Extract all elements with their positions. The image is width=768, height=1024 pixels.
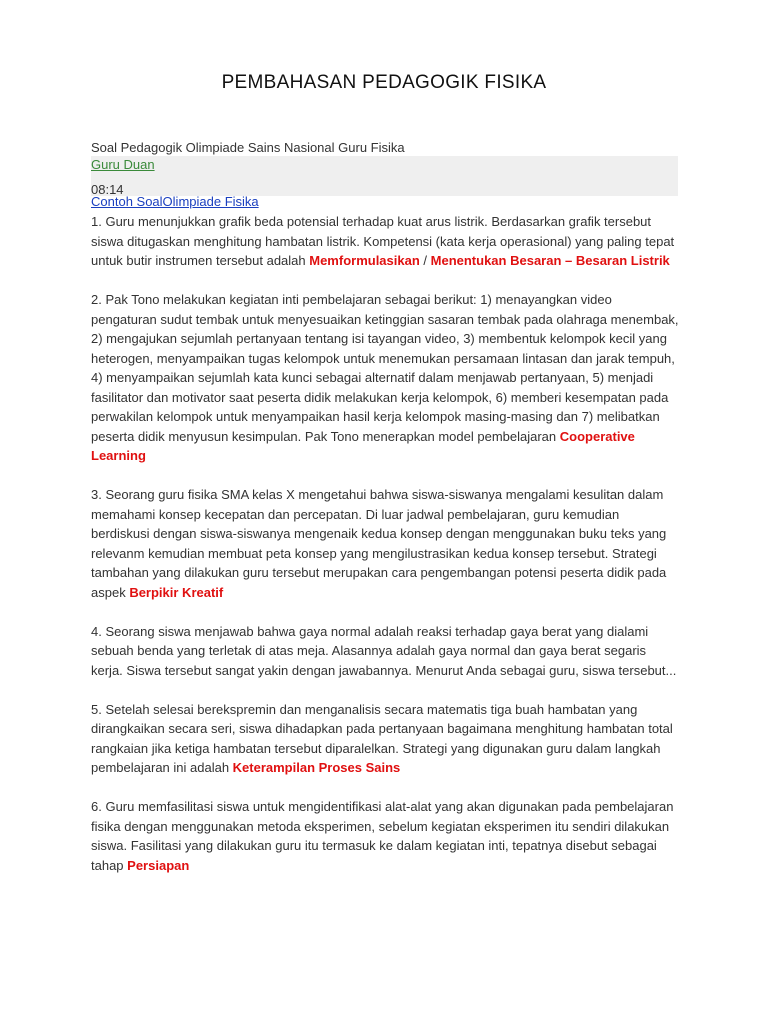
answer-highlight: Menentukan Besaran – Besaran Listrik — [430, 253, 670, 268]
category-link[interactable]: Contoh SoalOlimpiade Fisika — [91, 194, 259, 209]
post-time: 08:14 — [91, 182, 124, 197]
question-text: 5. Setelah selesai berekspremin dan menganalisis secara matematis tiga buah hambatan yang dirangkaikan secara seri, siswa dihadapkan pada pertanyaan bagaimana menghitung hambatan total rangkaian jika ketiga hambatan tersebut diparalelkan. Strategi yang digunakan guru dalam langkah pembelajaran ini adalah — [91, 701, 673, 775]
question-5 — [91, 700, 681, 778]
article-body — [91, 194, 681, 895]
author-link[interactable]: Guru Duan — [91, 157, 155, 172]
question-3 — [91, 485, 681, 602]
answer-highlight: Berpikir Kreatif — [129, 584, 224, 600]
answer-highlight: Memformulasikan — [309, 253, 420, 268]
post-subtitle: Soal Pedagogik Olimpiade Sains Nasional Guru Fisika — [91, 140, 405, 155]
question-6 — [91, 797, 681, 875]
question-text: 6. Guru memfasilitasi siswa untuk mengidentifikasi alat-alat yang akan digunakan pada pembelajaran fisika dengan menggunakan metoda eksperimen, sebelum kegiatan eksperimen itu sendiri dilakukan siswa. Fasilitasi yang dilakukan guru itu termasuk ke dalam kegiatan inti, tepatnya disebut sebagai tahap — [91, 799, 674, 873]
post-meta — [91, 140, 678, 196]
question-1 — [91, 212, 681, 271]
question-4 — [91, 622, 681, 681]
answer-highlight: Keterampilan Proses Sains — [232, 760, 401, 775]
question-2 — [91, 290, 681, 466]
meta-box — [91, 156, 678, 196]
answer-highlight: Persiapan — [127, 857, 190, 873]
question-text: 1. Guru menunjukkan grafik beda potensial terhadap kuat arus listrik. Berdasarkan grafik tersebut siswa ditugaskan menghitung hambatan listrik. Kompetensi (kata kerja operasional) yang paling tepat untuk butir instrumen tersebut adalah — [91, 214, 675, 268]
question-text: 3. Seorang guru fisika SMA kelas X mengetahui bahwa siswa-siswanya mengalami kesulitan dalam memahami konsep kecepatan dan percepatan. Di luar jadwal pembelajaran, guru kemudian berdiskusi dengan siswa-siswanya mengenaik kedua konsep dengan menggunakan buku teks yang relevanm kemudian membuat peta konsep yang mengilustrasikan kedua konsep tersebut. Strategi tambahan yang dilakukan guru tersebut merupakan cara pengembangan potensi peserta didik pada aspek — [91, 487, 667, 600]
answer-highlight: Cooperative Learning — [91, 428, 635, 463]
question-text: 2. Pak Tono melakukan kegiatan inti pembelajaran sebagai berikut: 1) menayangkan video pengaturan sudut tembak untuk menyesuaikan ketinggian sasaran tembak pada olahraga menembak, 2) mengajukan sejumlah pertanyaan tentang isi tayangan video, 3) membentuk kelompok kecil yang heterogen, menyampaikan tugas kelompok untuk menemukan persamaan lintasan dan jarak tempuh, 4) menyampaikan sejumlah kata kunci sebagai alternatif dalam menjawab pertanyaan, 5) menjadi fasilitator dan motivator saat peserta didik melakukan kerja kelompok, 6) memberi kesempatan pada perwakilan kelompok untuk menyampaikan hasil kerja kelompok masing-masing dan 7) melibatkan peserta didik menyusun kesimpulan. Pak Tono menerapkan model pembelajaran — [91, 292, 679, 444]
page-title: PEMBAHASAN PEDAGOGIK FISIKA — [221, 72, 547, 93]
answer-separator: / — [419, 253, 431, 268]
question-text: 4. Seorang siswa menjawab bahwa gaya normal adalah reaksi terhadap gaya berat yang dialami sebuah benda yang terletak di atas meja. Alasannya adalah gaya normal dan gaya berat segaris kerja. Siswa tersebut sangat yakin dengan jawabannya. Menurut Anda sebagai guru, siswa tersebut... — [91, 623, 677, 678]
